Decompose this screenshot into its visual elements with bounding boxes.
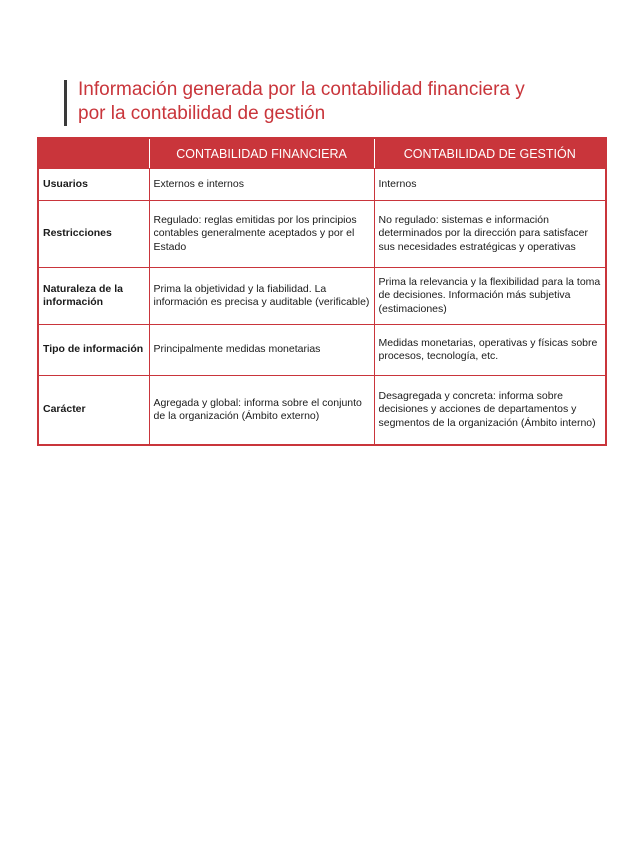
table-row — [38, 325, 606, 376]
title-accent-bar — [64, 80, 67, 126]
cell-financiera: Externos e internos — [149, 169, 374, 201]
page-title-line-2: por la contabilidad de gestión — [78, 103, 326, 124]
comparison-table — [37, 137, 607, 446]
cell-gestion: Medidas monetarias, operativas y físicas sobre procesos, tecnología, etc. — [374, 325, 606, 376]
cell-financiera: Prima la objetividad y la fiabilidad. La información es precisa y auditable (verificable) — [149, 268, 374, 325]
cell-gestion: Desagregada y concreta: informa sobre decisiones y acciones de departamentos y segmentos de la organización (Ámbito interno) — [374, 376, 606, 446]
header-corner-cell — [38, 138, 149, 169]
cell-financiera: Regulado: reglas emitidas por los principios contables generalmente aceptados y por el Estado — [149, 201, 374, 268]
row-label-restricciones: Restricciones — [38, 201, 149, 268]
row-label-caracter: Carácter — [38, 376, 149, 446]
header-contabilidad-financiera: CONTABILIDAD FINANCIERA — [149, 138, 374, 169]
table-row — [38, 201, 606, 268]
cell-gestion: Internos — [374, 169, 606, 201]
cell-financiera: Agregada y global: informa sobre el conjunto de la organización (Ámbito externo) — [149, 376, 374, 446]
page-title — [78, 78, 598, 126]
table-row — [38, 268, 606, 325]
cell-financiera: Principalmente medidas monetarias — [149, 325, 374, 376]
table-row — [38, 169, 606, 201]
row-label-tipo: Tipo de información — [38, 325, 149, 376]
header-contabilidad-gestion: CONTABILIDAD DE GESTIÓN — [374, 138, 606, 169]
row-label-usuarios: Usuarios — [38, 169, 149, 201]
page-title-line-1: Información generada por la contabilidad financiera y — [78, 79, 525, 100]
table-header-row — [38, 138, 606, 169]
table-row — [38, 376, 606, 446]
cell-gestion: No regulado: sistemas e información determinados por la dirección para satisfacer sus necesidades estratégicas y operativas — [374, 201, 606, 268]
cell-gestion: Prima la relevancia y la flexibilidad para la toma de decisiones. Información más subjetiva (estimaciones) — [374, 268, 606, 325]
row-label-naturaleza: Naturaleza de la información — [38, 268, 149, 325]
